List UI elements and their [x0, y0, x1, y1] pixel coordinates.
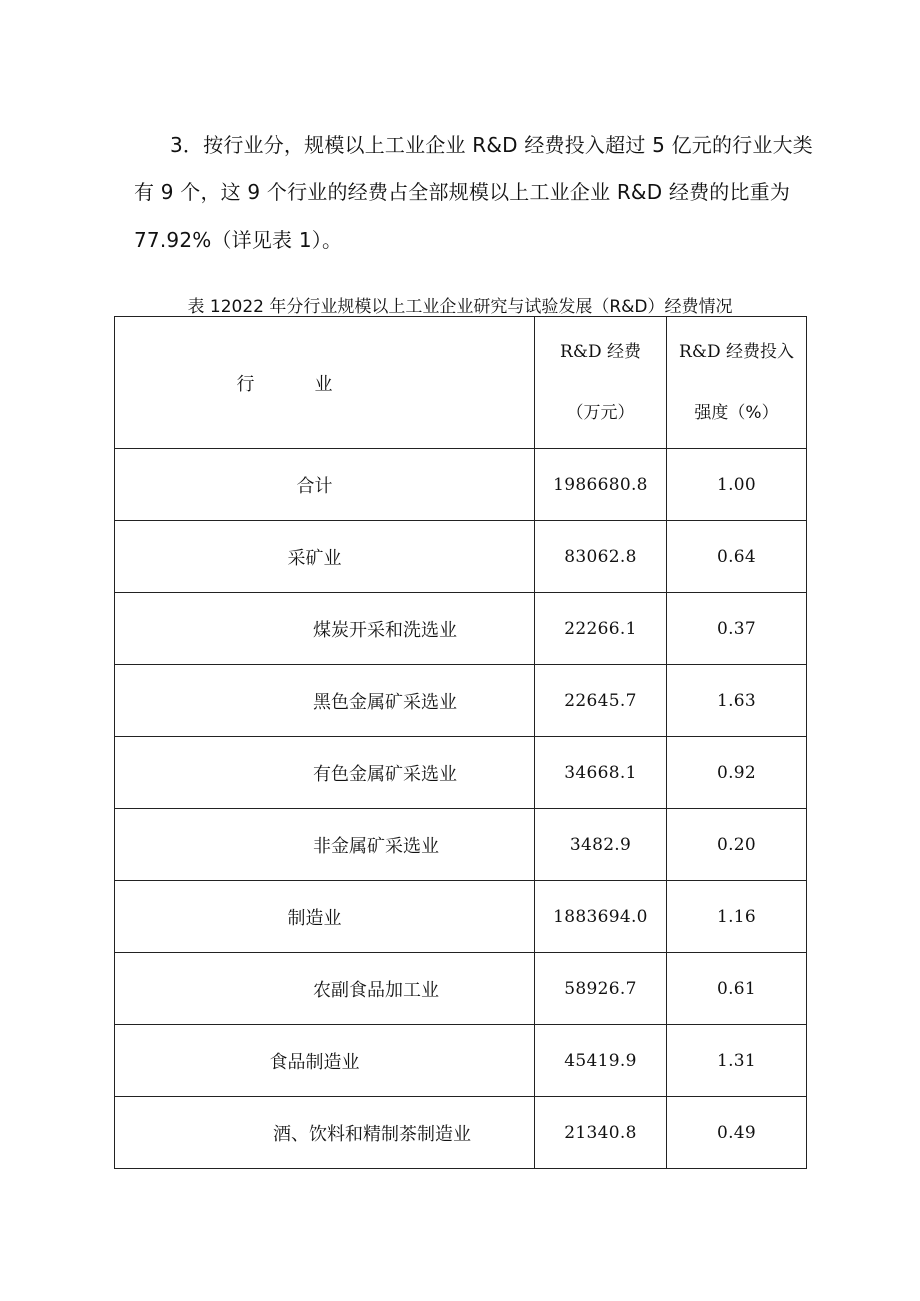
row-name: 农副食品加工业 — [115, 953, 535, 1025]
row-name: 有色金属矿采选业 — [115, 737, 535, 809]
row-intensity: 0.61 — [667, 953, 807, 1025]
row-intensity: 1.63 — [667, 665, 807, 737]
row-name: 酒、饮料和精制茶制造业 — [115, 1097, 535, 1169]
row-intensity: 0.92 — [667, 737, 807, 809]
row-intensity: 0.20 — [667, 809, 807, 881]
header-intensity — [667, 317, 807, 449]
row-name: 合计 — [115, 449, 535, 521]
header-expense-line1: R&D 经费 — [560, 342, 641, 363]
header-intensity-line2: 强度（%） — [694, 402, 779, 423]
row-expense: 3482.9 — [535, 809, 667, 881]
paragraph-line-2: 有 9 个，这 9 个行业的经费占全部规模以上工业企业 R&D 经费的比重为 — [134, 180, 791, 204]
row-expense: 45419.9 — [535, 1025, 667, 1097]
table-row — [115, 881, 807, 953]
header-expense — [535, 317, 667, 449]
row-intensity: 0.37 — [667, 593, 807, 665]
row-intensity: 1.00 — [667, 449, 807, 521]
table-row — [115, 1097, 807, 1169]
header-intensity-line1: R&D 经费投入 — [679, 342, 794, 363]
row-name: 采矿业 — [115, 521, 535, 593]
header-industry — [115, 317, 535, 449]
header-industry-label: 行业 — [236, 373, 393, 395]
table-caption: 表 12022 年分行业规模以上工业企业研究与试验发展（R&D）经费情况 — [187, 297, 733, 317]
rd-expense-table — [114, 316, 807, 1169]
table-row — [115, 665, 807, 737]
row-intensity: 0.64 — [667, 521, 807, 593]
table-row — [115, 809, 807, 881]
row-name: 制造业 — [115, 881, 535, 953]
row-name: 煤炭开采和洗选业 — [115, 593, 535, 665]
table-row — [115, 737, 807, 809]
table-row — [115, 521, 807, 593]
row-intensity: 1.16 — [667, 881, 807, 953]
row-name: 黑色金属矿采选业 — [115, 665, 535, 737]
row-expense: 1883694.0 — [535, 881, 667, 953]
row-expense: 22645.7 — [535, 665, 667, 737]
table-row — [115, 1025, 807, 1097]
row-expense: 22266.1 — [535, 593, 667, 665]
row-expense: 34668.1 — [535, 737, 667, 809]
row-name: 非金属矿采选业 — [115, 809, 535, 881]
row-expense: 1986680.8 — [535, 449, 667, 521]
row-expense: 58926.7 — [535, 953, 667, 1025]
header-expense-line2: （万元） — [566, 402, 635, 423]
row-intensity: 1.31 — [667, 1025, 807, 1097]
table-row — [115, 593, 807, 665]
row-expense: 83062.8 — [535, 521, 667, 593]
table-row — [115, 449, 807, 521]
row-expense: 21340.8 — [535, 1097, 667, 1169]
table-row — [115, 953, 807, 1025]
table-header-row — [115, 317, 807, 449]
paragraph-line-1: 3．按行业分，规模以上工业企业 R&D 经费投入超过 5 亿元的行业大类 — [170, 133, 813, 157]
paragraph-line-3: 77.92%（详见表 1）。 — [134, 228, 343, 252]
row-intensity: 0.49 — [667, 1097, 807, 1169]
row-name: 食品制造业 — [115, 1025, 535, 1097]
